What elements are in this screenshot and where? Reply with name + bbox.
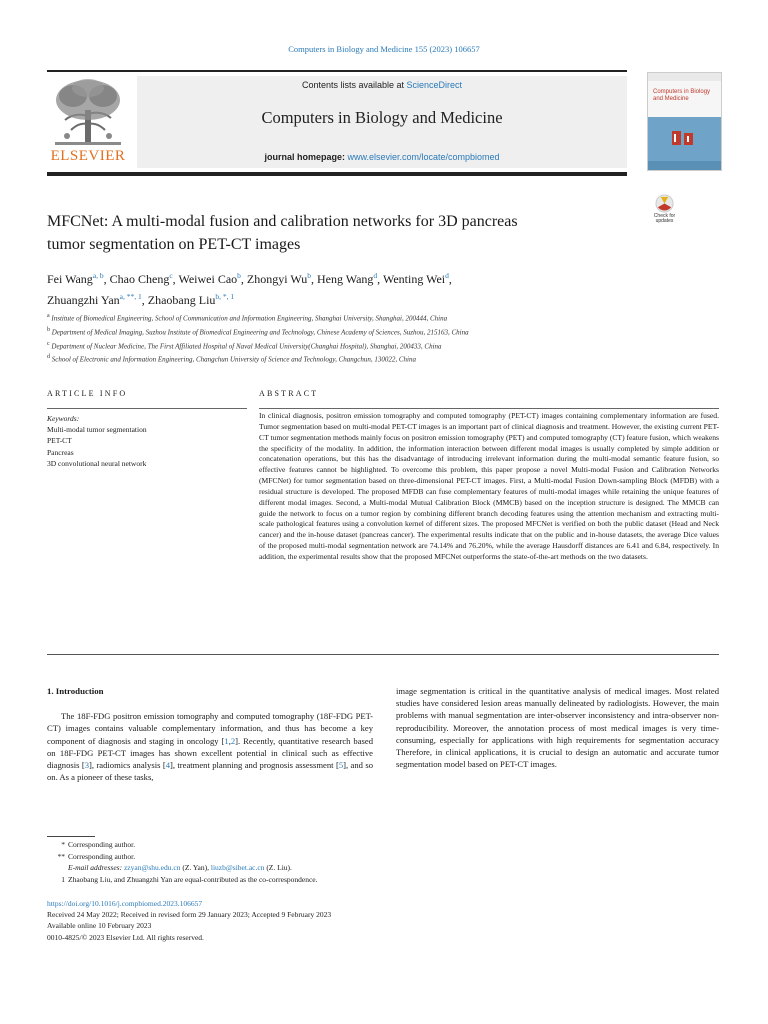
affiliation-mark: c (47, 340, 50, 347)
footnote-mark: ** (57, 851, 65, 861)
citation-link[interactable]: 2 (230, 735, 236, 746)
author-affil-marks[interactable]: d (445, 271, 449, 280)
footnotes (47, 839, 607, 885)
author-affil-marks[interactable]: c (169, 271, 173, 280)
footnote-rule (47, 836, 95, 837)
intro-paragraph-continued: image segmentation is critical in the quantitative analysis of medical images. Most related studies have considered lesion areas manually delineated by radiologists. However, the main problems with manual segmentation are inter-observer inconsistency and intra-observer non-reproducibility. Moreover, the annotation process of most medical images is very time-consuming, especially for applications with high requirements for segmentation accuracy Therefore, in clinical applications, it is crucial to design an automatic and accurate tumor segmentation model based on PET-CT images. (396, 686, 719, 770)
intro-text: The 18F-FDG positron emission tomography and computed tomography (18F-FDG PET-CT) images contains valuable complementary information, and thus has become a key component of diagnosis and staging in oncology [ (47, 711, 373, 746)
intro-text: ], and so on. As a pioneer of these tasks, (47, 760, 373, 783)
email-link[interactable]: liuzb@sibet.ac.cn (210, 863, 265, 872)
intro-paragraph (47, 710, 373, 783)
running-header[interactable]: Computers in Biology and Medicine 155 (2023) 106657 (288, 44, 480, 54)
author-list (47, 267, 627, 309)
footnote-emails (47, 862, 607, 874)
footnote-text: Corresponding author. (68, 840, 136, 849)
citation-link[interactable]: 1 (224, 735, 229, 746)
intro-text: ]. Recently, quantitative research based on 18F-FDG PET-CT images has shown excellent potential in clinical such as effective diagnosis [ (47, 735, 373, 771)
homepage-prefix: journal homepage: (264, 152, 348, 162)
affiliation-text: Institute of Biomedical Engineering, School of Communication and Information Engineering, Shanghai University, Shanghai, 200444, China (51, 314, 448, 323)
section-heading-introduction: 1. Introduction (47, 686, 104, 696)
footnote-corresponding-2 (47, 851, 607, 863)
author-separator: , (172, 272, 179, 286)
journal-homepage (137, 152, 627, 162)
keyword-item: Multi-modal tumor segmentation (47, 425, 147, 435)
abstract-bottom-rule (47, 654, 719, 655)
journal-cover[interactable] (647, 72, 722, 171)
abstract-text: In clinical diagnosis, positron emission tomography and computed tomography (PET-CT) images containing complementary information are fused. Tumor segmentation based on multi-modal PET-CT images is an important part of clinical diagnosis and treatment. However, the existing current PET-CT tumor segmentation methods mainly focus on positron emission tomography (PET) and computed tomography (CT) feature fusion, which weakens the specificity of the modality. In addition, the information interaction between different modal images is usually completed by simple addition or concatenation operations, but this has the disadvantage of introducing irrelevant information during the multi-modal semantic feature fusion, so effective features cannot be highlighted. To overcome this problem, this paper propose a novel Multi-modal Fusion and Calibration Networks (MFCNet) for tumor segmentation based on three-dimensional PET-CT images. First, a Multi-modal Fusion Down-sampling Block (MFDB) with a residual structure is developed. The proposed MFDB can fuse complementary features of multi-modal images while retaining the unique features of different modal images. Second, a Multi-modal Mutual Calibration Block (MMCB) based on the inception structure is designed. The MMCB can guide the network to focus on a tumor region by combining different branch decoding features using the attention mechanism and extracting multi-scale pathological features using a convolution kernel of different sizes. The proposed MFCNet is verified on both the public dataset (Head and Neck cancer) and the in-house dataset (pancreas cancer). The experimental results indicate that on the public and in-house datasets, the average Dice values of the proposed multi-modal segmentation network are 74.14% and 76.20%, while the average Hausdorff distances are 6.41 and 6.84, respectively. In addition, the experimental results show that the proposed MFCNet outperforms the state-of-the-art methods on the two datasets. (259, 411, 719, 561)
article-info-rule (47, 408, 247, 409)
citation-link[interactable]: 3 (84, 760, 90, 771)
author-affil-marks[interactable]: a, b (92, 271, 104, 280)
author-affil-marks[interactable]: d (373, 271, 378, 280)
author-separator: , (448, 272, 452, 286)
masthead-bottom-rule (47, 172, 627, 176)
author-separator: , (310, 272, 317, 286)
footnote-equal-contribution (47, 874, 607, 886)
author-name[interactable]: Zhongyi Wu (246, 272, 308, 286)
abstract-rule (259, 408, 719, 409)
author-name[interactable]: Fei Wang (47, 272, 93, 286)
author-affil-marks[interactable]: b, *, 1 (215, 292, 235, 301)
affiliation-text: School of Electronic and Information Engineering, Changchun University of Science and Technology, Changchun, 130022, China (51, 355, 416, 364)
affiliation-text: Department of Nuclear Medicine, The First Affiliated Hospital of Naval Medical University(Changhai Hospital), Shanghai, 200433, China (51, 341, 442, 350)
available-online: Available online 10 February 2023 (47, 921, 152, 931)
email-owner: (Z. Yan), (182, 863, 209, 872)
article-meta (47, 898, 607, 943)
author-name[interactable]: Heng Wang (316, 272, 374, 286)
keywords-block (47, 413, 247, 469)
footnote-mark: 1 (61, 874, 65, 884)
article-info-label: ARTICLE INFO (47, 389, 128, 398)
affiliation-mark: d (47, 354, 50, 361)
homepage-link[interactable]: www.elsevier.com/locate/compbiomed (347, 152, 500, 162)
check-for-updates-label-2: updates (655, 218, 674, 225)
masthead-box (137, 76, 627, 168)
footnote-text: Corresponding author. (68, 851, 136, 861)
intro-text: ], treatment planning and prognosis assessment [ (169, 760, 339, 771)
title-line-1: MFCNet: A multi-modal fusion and calibration networks for 3D pancreas (47, 213, 518, 230)
author-name[interactable]: Chao Cheng (109, 272, 170, 286)
citation-link[interactable]: 5 (338, 760, 344, 771)
contents-availability (137, 80, 627, 90)
affiliation-text: Department of Medical Imaging, Suzhou Institute of Biomedical Engineering and Technology, Chinese Academy of Sciences, Suzhou, 215163, China (51, 328, 469, 337)
check-for-updates-label (646, 214, 683, 225)
keyword-item: Pancreas (47, 447, 74, 457)
received-dates: Received 24 May 2022; Received in revised form 29 January 2023; Accepted 9 February 2023 (47, 910, 332, 920)
affiliation (47, 311, 647, 325)
masthead-top-rule (47, 70, 627, 72)
footnote-corresponding-1 (47, 839, 607, 851)
cover-art-icon (648, 73, 721, 170)
abstract-label: ABSTRACT (259, 389, 319, 398)
sciencedirect-link[interactable]: ScienceDirect (406, 80, 463, 90)
email-owner: (Z. Liu). (266, 863, 292, 872)
footnote-text: Zhaobang Liu, and Zhuangzhi Yan are equal-contributed as the co-correspondence. (68, 874, 318, 884)
elsevier-logo[interactable] (47, 76, 129, 168)
elsevier-tree-icon (51, 76, 125, 148)
footnote-mark: * (61, 840, 65, 849)
affiliation (47, 352, 647, 366)
email-label: E-mail addresses: (68, 863, 123, 872)
author-separator: , (141, 293, 148, 307)
copyright: 0010-4825/© 2023 Elsevier Ltd. All rights reserved. (47, 932, 204, 942)
author-name[interactable]: Weiwei Cao (178, 272, 238, 286)
check-for-updates-label-1: Check for (653, 213, 676, 219)
email-link[interactable]: zzyan@shu.edu.cn (123, 863, 181, 872)
article-title (47, 210, 627, 256)
author-affil-marks[interactable]: b (307, 271, 311, 280)
author-name[interactable]: Wenting Wei (382, 272, 446, 286)
affiliation-mark: a (47, 313, 50, 319)
author-name[interactable]: Zhaobang Liu (147, 293, 216, 307)
affiliations (47, 311, 647, 366)
author-separator: , (103, 272, 110, 286)
title-line-2: tumor segmentation on PET-CT images (47, 236, 301, 253)
body-column-left (47, 685, 373, 783)
author-separator: , (377, 272, 383, 286)
contents-prefix: Contents lists available at (301, 80, 407, 90)
citation-separator: , (228, 735, 231, 746)
keyword-item: 3D convolutional neural network (47, 458, 147, 468)
keyword-item: PET-CT (47, 436, 72, 446)
cover-title: Computers in Biology and Medicine (653, 89, 711, 102)
check-for-updates-icon (655, 194, 674, 213)
publisher-wordmark: ELSEVIER (50, 148, 126, 164)
author-affil-marks[interactable]: a, **, 1 (119, 292, 142, 301)
affiliation (47, 325, 647, 339)
author-affil-marks[interactable]: b (237, 271, 241, 280)
body-column-right (396, 685, 719, 770)
check-for-updates-button[interactable] (646, 194, 683, 228)
affiliation (47, 339, 647, 353)
intro-text: ], radiomics analysis [ (89, 760, 166, 771)
keywords-heading: Keywords: (47, 414, 80, 423)
author-name[interactable]: Zhuangzhi Yan (47, 293, 120, 307)
author-separator: , (240, 272, 247, 286)
journal-name: Computers in Biology and Medicine (261, 108, 503, 127)
doi-link[interactable]: https://doi.org/10.1016/j.compbiomed.2023.106657 (47, 899, 203, 908)
affiliation-mark: b (47, 326, 50, 333)
citation-link[interactable]: 4 (165, 760, 170, 771)
